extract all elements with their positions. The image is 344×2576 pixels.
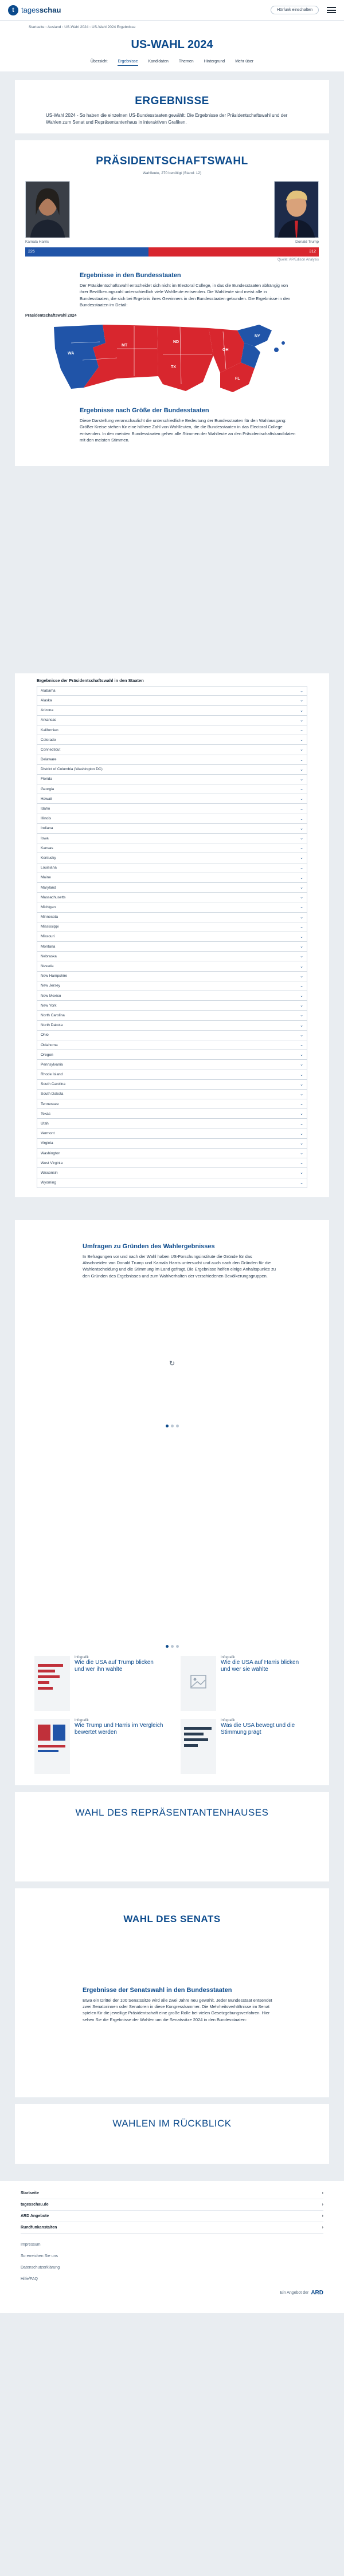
teaser-title: Was die USA bewegt und die Stimmung prägt: [221, 1722, 295, 1735]
state-name: Hawaii: [41, 796, 52, 801]
state-name: Maine: [41, 875, 51, 880]
state-row[interactable]: [37, 765, 307, 775]
chevron-down-icon: ⌄: [300, 1043, 303, 1048]
state-name: Nebraska: [41, 954, 57, 958]
state-name: Nevada: [41, 964, 54, 969]
senate-text: Etwa ein Drittel der 100 Senatssitze wird alle zwei Jahre neu gewählt. Jeder Bundesstaat entsendet zwei Senatorinnen oder Senatoren in diese Kongresskammer. Die Mehrheitsverhältnisse im Senat spielen für die jeweilige Präsidentschaft eine große Rolle bei vielen Gesetzgebungsverfahren. Hier sehen Sie die Ergebnisse der Wahlen um die Senatssitze 2024 in den Bundesstaaten:: [83, 1997, 272, 2022]
chevron-down-icon: ⌄: [300, 846, 303, 851]
state-row[interactable]: [37, 972, 307, 981]
chevron-down-icon: ⌄: [300, 797, 303, 802]
state-name: Alaska: [41, 698, 52, 703]
state-name: South Dakota: [41, 1092, 64, 1096]
senate-heading: Ergebnisse der Senatswahl in den Bundesstaaten: [83, 1986, 232, 1994]
state-row[interactable]: [37, 1080, 307, 1090]
state-row[interactable]: [37, 952, 307, 961]
results-intro: [15, 80, 329, 133]
state-row[interactable]: [37, 686, 307, 696]
presidency-title: PRÄSIDENTSCHAFTSWAHL: [96, 155, 248, 168]
chevron-down-icon: ⌄: [300, 1004, 303, 1008]
footer-link-ard-angebote[interactable]: [21, 2211, 323, 2222]
chevron-down-icon: ⌄: [300, 1181, 303, 1185]
state-row[interactable]: [37, 1021, 307, 1031]
state-row[interactable]: [37, 755, 307, 765]
teaser-comparison-icon: [34, 1719, 70, 1774]
chevron-down-icon: ⌄: [300, 816, 303, 821]
state-name: Arizona: [41, 708, 54, 713]
state-name: Maryland: [41, 885, 56, 890]
state-row[interactable]: [37, 804, 307, 814]
state-name: Kalifornien: [41, 728, 58, 732]
chevron-down-icon: ⌄: [300, 738, 303, 743]
state-row[interactable]: [37, 932, 307, 942]
state-row[interactable]: [37, 981, 307, 991]
chevron-down-icon: ⌄: [300, 718, 303, 723]
state-results-heading: Ergebnisse in den Bundesstaaten: [80, 272, 181, 279]
chevron-right-icon: ›: [322, 2225, 323, 2230]
state-name: Illinois: [41, 816, 52, 821]
chevron-down-icon: ⌄: [300, 945, 303, 949]
state-row[interactable]: [37, 1139, 307, 1149]
state-name: Colorado: [41, 737, 56, 742]
tally-source: Quelle: AP/Edison Analysis: [277, 258, 319, 262]
state-name: Utah: [41, 1122, 49, 1126]
svg-text:WA: WA: [68, 352, 75, 356]
logo-mark: t: [8, 5, 18, 15]
state-row[interactable]: [37, 961, 307, 971]
teaser-mood[interactable]: [181, 1719, 310, 1774]
site-header: [0, 0, 344, 21]
state-name: Virginia: [41, 1141, 53, 1146]
state-name: Florida: [41, 777, 52, 782]
state-row[interactable]: [37, 696, 307, 705]
breadcrumb: [0, 21, 344, 34]
teaser-image-icon: [181, 1656, 216, 1711]
trump-portrait: [274, 181, 319, 238]
chevron-down-icon: ⌄: [300, 994, 303, 999]
states-results-list: [15, 673, 329, 1197]
state-name: Mississippi: [41, 925, 59, 929]
chevron-down-icon: ⌄: [300, 1072, 303, 1077]
chevron-down-icon: ⌄: [300, 1033, 303, 1037]
state-name: Iowa: [41, 836, 49, 841]
us-results-map[interactable]: [48, 320, 319, 397]
state-row[interactable]: [37, 1178, 307, 1188]
breadcrumb-item[interactable]: › US-Wahl 2024: [62, 25, 88, 29]
tab-uebersicht[interactable]: Übersicht: [90, 60, 108, 64]
state-name: Montana: [41, 944, 56, 949]
presidency-section: [15, 140, 329, 466]
chevron-down-icon: ⌄: [300, 1023, 303, 1028]
state-row[interactable]: [37, 784, 307, 794]
chevron-down-icon: ⌄: [300, 1161, 303, 1166]
state-name: Delaware: [41, 758, 57, 762]
retro-section: [15, 2104, 329, 2164]
state-row[interactable]: [37, 893, 307, 902]
chevron-down-icon: ⌄: [300, 1141, 303, 1146]
state-row[interactable]: [37, 1109, 307, 1119]
surveys-title: Umfragen zu Gründen des Wahlergebnisses: [83, 1242, 215, 1250]
chevron-down-icon: ⌄: [300, 915, 303, 920]
state-row[interactable]: [37, 735, 307, 745]
results-title: ERGEBNISSE: [135, 95, 209, 107]
chevron-down-icon: ⌄: [300, 807, 303, 811]
state-row[interactable]: [37, 922, 307, 932]
footer-label: ARD Angebote: [21, 2214, 49, 2218]
teaser-harris[interactable]: [181, 1656, 310, 1711]
state-row[interactable]: [37, 1050, 307, 1060]
state-name: Louisiana: [41, 866, 57, 870]
harris-portrait: [25, 181, 70, 238]
size-heading: Ergebnisse nach Größe der Bundesstaaten: [80, 407, 209, 415]
state-name: Oregon: [41, 1052, 53, 1057]
candidate-rep: [274, 181, 319, 244]
chevron-down-icon: ⌄: [300, 826, 303, 831]
chevron-down-icon: ⌄: [300, 699, 303, 703]
rep-name: Donald Trump: [295, 240, 319, 244]
chevron-down-icon: ⌄: [300, 787, 303, 792]
page-title: US-WAHL 2024: [0, 34, 344, 55]
chevron-down-icon: ⌄: [300, 689, 303, 693]
state-row[interactable]: [37, 942, 307, 952]
hamburger-icon[interactable]: [327, 7, 336, 13]
chevron-down-icon: ⌄: [300, 767, 303, 772]
footer-label: Startseite: [21, 2191, 39, 2195]
chevron-down-icon: ⌄: [300, 1102, 303, 1107]
state-row[interactable]: [37, 716, 307, 725]
chevron-down-icon: ⌄: [300, 748, 303, 752]
state-row[interactable]: [37, 991, 307, 1001]
state-name: North Dakota: [41, 1023, 63, 1028]
state-name: Georgia: [41, 787, 54, 791]
state-name: New Jersey: [41, 984, 60, 988]
state-row[interactable]: [37, 1060, 307, 1070]
candidate-dem: [25, 181, 70, 244]
chevron-down-icon: ⌄: [300, 856, 303, 861]
teaser-trump[interactable]: [34, 1656, 163, 1711]
teaser-meta: Infografik: [75, 1718, 89, 1722]
chevron-down-icon: ⌄: [300, 984, 303, 988]
teaser-title: Wie Trump und Harris im Vergleich bewertet werden: [75, 1722, 163, 1735]
state-name: Wisconsin: [41, 1170, 58, 1175]
ard-logo: ARD: [311, 2289, 323, 2296]
teasers-row-1: [25, 1648, 319, 1711]
map-small-state-dc: [274, 348, 279, 352]
footer-link-startseite[interactable]: [21, 2188, 323, 2199]
state-name: North Carolina: [41, 1013, 65, 1017]
teaser-title: Wie die USA auf Trump blicken und wer ihn wählte: [75, 1659, 154, 1672]
tagesschau-logo[interactable]: [8, 5, 61, 15]
state-name: Oklahoma: [41, 1043, 58, 1047]
teasers-row-2: [25, 1711, 319, 1774]
state-row[interactable]: [37, 1090, 307, 1099]
teaser-chart-icon: [34, 1656, 70, 1711]
svg-text:ND: ND: [173, 340, 179, 345]
footer-link-rundfunkanstalten[interactable]: [21, 2222, 323, 2234]
dem-name: Kamala Harris: [25, 240, 49, 244]
chevron-right-icon: ›: [322, 2214, 323, 2218]
chevron-down-icon: ⌄: [300, 954, 303, 959]
tab-ergebnisse[interactable]: Ergebnisse: [118, 60, 138, 66]
footer-link-hilfe[interactable]: Hilfe/FAQ: [21, 2277, 38, 2282]
chevron-down-icon: ⌄: [300, 837, 303, 841]
electoral-tally-bar: [25, 247, 319, 257]
candidate-row: [25, 181, 319, 244]
state-row[interactable]: [37, 853, 307, 863]
presidency-subtitle: Wahlleute, 270 benötigt (Stand: 12): [142, 171, 202, 176]
state-row[interactable]: [37, 824, 307, 834]
teaser-meta: Infografik: [75, 1655, 89, 1659]
state-row[interactable]: [37, 873, 307, 883]
ard-brand[interactable]: [21, 2290, 323, 2296]
state-row[interactable]: [37, 1119, 307, 1129]
state-row[interactable]: [37, 1149, 307, 1158]
state-name: New York: [41, 1003, 57, 1008]
state-name: Tennessee: [41, 1102, 59, 1106]
chevron-down-icon: ⌄: [300, 1131, 303, 1136]
tab-mehr[interactable]: Mehr über: [235, 60, 254, 64]
chevron-down-icon: ⌄: [300, 728, 303, 733]
state-name: Washington: [41, 1151, 61, 1155]
chevron-right-icon: ›: [322, 2191, 323, 2195]
surveys-section: [15, 1220, 329, 1785]
chevron-down-icon: ⌄: [300, 964, 303, 969]
size-text: Diese Darstellung veranschaulicht die unterschiedliche Bedeutung der Bundesstaaten für den Wahlausgang: Größer Kreise stehen für eine höhere Zahl von Wahlleuten, die die Bundesstaaten in das Electoral College entsenden. In den meisten Bundesstaaten gehen alle Stimmen der Wahlleute an den Präsidentschaftskandidaten mit den meisten Stimmen.: [80, 418, 296, 443]
footer-label: tagesschau.de: [21, 2202, 49, 2207]
state-name: Arkansas: [41, 718, 57, 723]
chevron-down-icon: ⌄: [300, 925, 303, 929]
teaser-title: Wie die USA auf Harris blicken und wer sie wählte: [221, 1659, 299, 1672]
state-row[interactable]: [37, 902, 307, 912]
house-title: WAHL DES REPRÄSENTANTENHAUSES: [75, 1806, 269, 1818]
footer-link-impressum[interactable]: Impressum: [21, 2243, 41, 2247]
map-central: [157, 326, 213, 391]
state-row[interactable]: [37, 883, 307, 893]
chevron-down-icon: ⌄: [300, 875, 303, 880]
svg-text:FL: FL: [235, 377, 240, 381]
state-name: District of Columbia (Washington DC): [41, 767, 103, 772]
tab-kandidaten[interactable]: Kandidaten: [148, 60, 169, 64]
teaser-meta: Infografik: [221, 1718, 235, 1722]
teaser-mood-icon: [181, 1719, 216, 1774]
state-name: Pennsylvania: [41, 1062, 63, 1067]
state-row[interactable]: [37, 913, 307, 922]
logo-text-a: tages: [21, 6, 40, 14]
state-row[interactable]: [37, 1129, 307, 1139]
logo-text: [21, 6, 61, 14]
teaser-meta: Infografik: [221, 1655, 235, 1659]
state-row[interactable]: [37, 843, 307, 853]
svg-text:OH: OH: [222, 348, 229, 353]
state-name: Ohio: [41, 1033, 49, 1037]
loading-spinner-icon: ↻: [169, 1359, 175, 1367]
state-row[interactable]: [37, 1031, 307, 1040]
svg-text:NY: NY: [255, 334, 260, 339]
state-name: New Mexico: [41, 993, 61, 998]
footer-link-datenschutz[interactable]: Datenschutzerklärung: [21, 2266, 60, 2270]
state-row[interactable]: [37, 1099, 307, 1109]
tab-hintergrund[interactable]: Hintergrund: [204, 60, 225, 64]
teaser-comparison[interactable]: [34, 1719, 163, 1774]
states-list-title: Ergebnisse der Präsidentschaftswahl in den Staaten: [37, 678, 144, 684]
senate-section: [15, 1888, 329, 2097]
breadcrumb-item: › US-Wahl 2024 Ergebnisse: [89, 25, 135, 29]
state-results-text: Der Präsidentschaftswahl entscheidet sich nicht im Electoral College, in das die Bundesstaaten abhängig von ihrer Bevölkerungszahl unterschiedlich viele Wahlleute entsenden. Die Wahlleute sind meist alle in Bundesstaaten, die sich bei Ergebnis ihres Gewinners in den Bundesstaaten gebunden. Die Ergebnisse in den Bundesstaaten im Detail:: [80, 283, 291, 307]
state-name: Minnesota: [41, 915, 58, 920]
footer-label: Rundfunkanstalten: [21, 2225, 57, 2230]
state-rows: [25, 686, 319, 1188]
chevron-right-icon: ›: [322, 2202, 323, 2207]
state-name: New Hampshire: [41, 974, 68, 979]
state-name: Massachusetts: [41, 895, 66, 900]
state-row[interactable]: [37, 1001, 307, 1011]
chevron-down-icon: ⌄: [300, 886, 303, 890]
state-name: Missouri: [41, 934, 55, 939]
state-row[interactable]: [37, 1158, 307, 1168]
state-name: Kentucky: [41, 855, 56, 860]
state-row[interactable]: [37, 1040, 307, 1050]
breadcrumb-item[interactable]: › Ausland: [45, 25, 61, 29]
state-row[interactable]: [37, 863, 307, 873]
chevron-down-icon: ⌄: [300, 1013, 303, 1018]
footer-link-kontakt[interactable]: So erreichen Sie uns: [21, 2254, 58, 2259]
state-name: Michigan: [41, 905, 56, 909]
chevron-down-icon: ⌄: [300, 866, 303, 870]
chevron-down-icon: ⌄: [300, 758, 303, 762]
state-row[interactable]: [37, 834, 307, 843]
state-name: Texas: [41, 1111, 50, 1116]
state-row[interactable]: [37, 725, 307, 735]
state-name: Wyoming: [41, 1181, 57, 1185]
chevron-down-icon: ⌄: [300, 708, 303, 713]
chevron-down-icon: ⌄: [300, 1112, 303, 1117]
state-row[interactable]: [37, 1168, 307, 1178]
svg-text:TX: TX: [171, 365, 176, 370]
state-name: West Virginia: [41, 1161, 63, 1165]
results-intro-text: US-Wahl 2024 - So haben die einzelnen US-Bundesstaaten gewählt: Die Ergebnisse der Präsidentschaftswahl und der Wahlen zum Senat und Repräsentantenhaus in interaktiven Grafiken.: [46, 113, 288, 125]
chevron-down-icon: ⌄: [300, 905, 303, 910]
footer-link-tagesschau[interactable]: [21, 2199, 323, 2211]
house-section: [15, 1792, 329, 1881]
state-name: Rhode Island: [41, 1072, 63, 1077]
state-row[interactable]: [37, 775, 307, 784]
section-tabs: [0, 55, 344, 72]
chevron-down-icon: ⌄: [300, 1151, 303, 1156]
state-name: Idaho: [41, 807, 50, 811]
chevron-down-icon: ⌄: [300, 1063, 303, 1067]
chevron-down-icon: ⌄: [300, 896, 303, 900]
state-row[interactable]: [37, 794, 307, 804]
rep-tally: 312: [148, 247, 319, 257]
site-footer: [0, 2181, 344, 2313]
surveys-text: In Befragungen vor und nach der Wahl haben US-Forschungsinstitute die Gründe für das Abschneiden von Donald Trump und Kamala Harris untersucht und auch nach den Gründen für die Wahlentscheidung und die Stimmung im Land gefragt. Die Ergebnisse helfen einige Anhaltspunkte zu den Gründen des Ergebnisses und zum Wahlverhalten der verschiedenen Bevölkerungsgruppen.: [83, 1253, 276, 1279]
ard-brand-label: Ein Angebot der: [280, 2290, 309, 2295]
state-name: Indiana: [41, 826, 53, 831]
chevron-down-icon: ⌄: [300, 974, 303, 979]
state-row[interactable]: [37, 1011, 307, 1020]
map-label: Präsidentschaftswahl 2024: [25, 314, 77, 318]
state-name: Vermont: [41, 1131, 55, 1136]
state-row[interactable]: [37, 814, 307, 824]
retro-title: WAHLEN IM RÜCKBLICK: [112, 2117, 232, 2129]
state-name: Alabama: [41, 689, 56, 693]
chevron-down-icon: ⌄: [300, 934, 303, 939]
chevron-down-icon: ⌄: [300, 777, 303, 782]
senate-title: WAHL DES SENATS: [123, 1913, 221, 1924]
chevron-down-icon: ⌄: [300, 1053, 303, 1058]
tab-themen[interactable]: Themen: [178, 60, 194, 64]
dem-tally: 226: [25, 247, 148, 257]
state-row[interactable]: [37, 745, 307, 755]
breadcrumb-item[interactable]: Startseite: [29, 25, 45, 29]
state-row[interactable]: [37, 1070, 307, 1080]
chevron-down-icon: ⌄: [300, 1092, 303, 1096]
chevron-down-icon: ⌄: [300, 1171, 303, 1175]
state-name: Connecticut: [41, 747, 61, 752]
state-row[interactable]: [37, 706, 307, 716]
chevron-down-icon: ⌄: [300, 1082, 303, 1087]
live-button[interactable]: Hörfunk einschalten: [271, 6, 319, 14]
chevron-down-icon: ⌄: [300, 1122, 303, 1126]
logo-text-b: schau: [39, 6, 61, 14]
svg-text:MT: MT: [122, 344, 128, 348]
state-name: South Carolina: [41, 1082, 65, 1087]
state-name: Kansas: [41, 846, 53, 850]
